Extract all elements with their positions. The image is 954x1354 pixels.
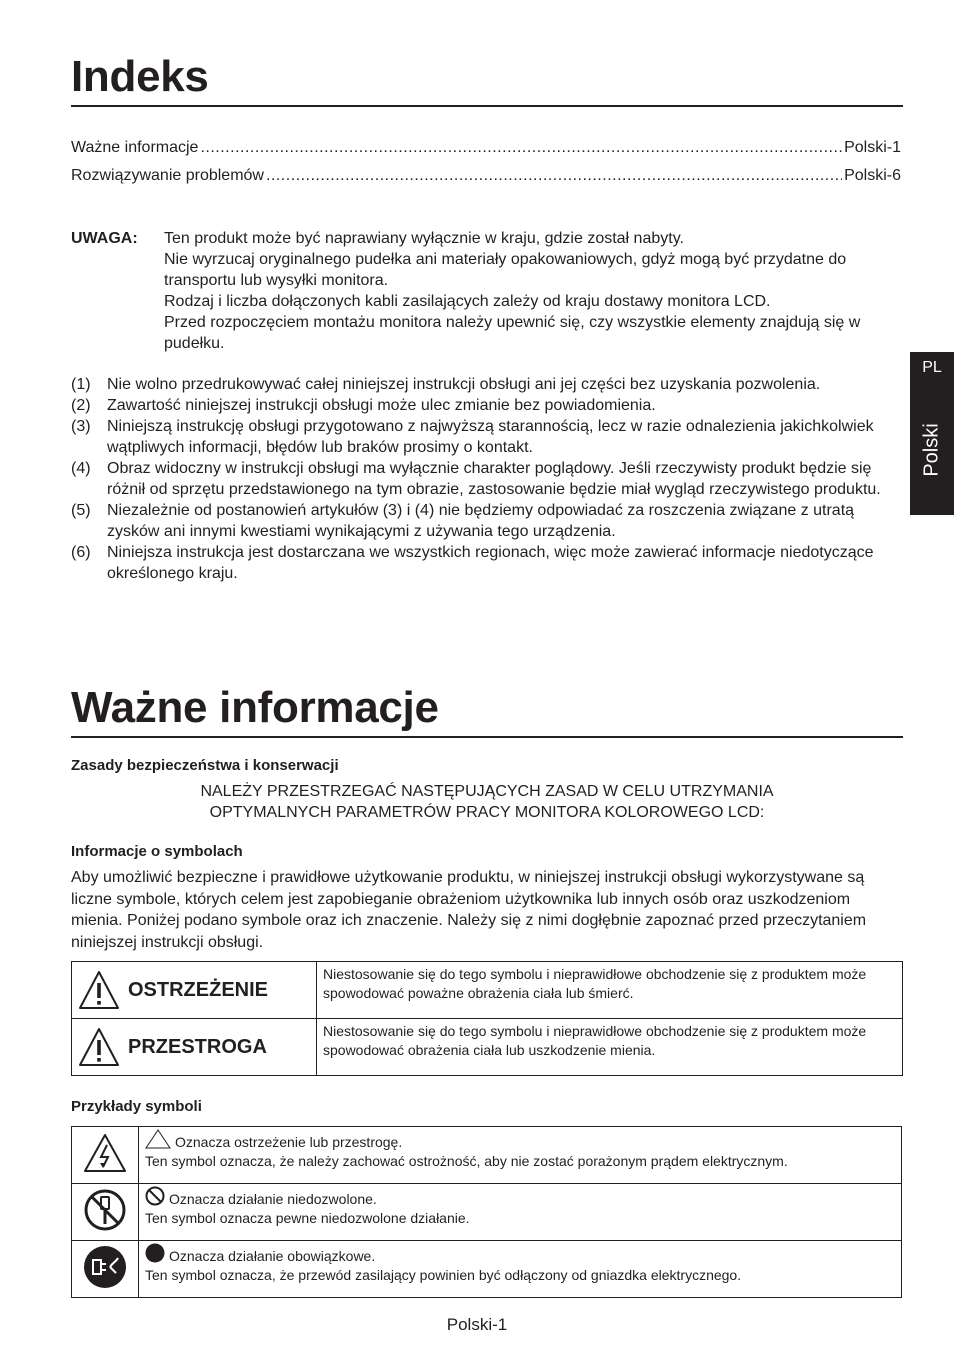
caution-triangle-icon [78, 1027, 120, 1067]
caution-label: PRZESTROGA [128, 1035, 267, 1058]
language-code: PL [922, 359, 942, 376]
list-item-number: (1) [71, 376, 91, 393]
safety-line: NALEŻY PRZESTRZEGAĆ NASTĘPUJĄCYCH ZASAD W CELU UTRZYMANIA [200, 783, 774, 800]
symbol-text: Ten symbol oznacza, że przewód zasilający powinien być odłączony od gniazdka elektrycznego. [145, 1267, 742, 1283]
index-title: Indeks [71, 55, 903, 107]
list-item-text: Obraz widoczny w instrukcji obsługi ma wyłącznie charakter poglądowy. Jeśli rzeczywisty produkt będzie się różnił od sprzętu przedstawionego na tym obrazie, zastosowanie będzie miał wygląd rzeczywistego produktu. [107, 460, 881, 498]
table-row [72, 1241, 902, 1298]
list-item [71, 542, 901, 584]
warning-label: OSTRZEŻENIE [128, 978, 269, 1001]
table-row [72, 962, 903, 1019]
list-item-number: (2) [71, 397, 91, 414]
list-item-text: Niniejszą instrukcję obsługi przygotowano z najwyższą starannością, lecz w razie odnalezienia jakichkolwiek wątpliwych informacji, błędów lub braków prosimy o kontakt. [107, 418, 874, 456]
list-item-text: Nie wolno przedrukowywać całej niniejszej instrukcji obsługi ani jej części bez uzyskania pozwolenia. [107, 376, 821, 393]
triangle-icon [145, 1129, 171, 1149]
symbol-examples-table [71, 1126, 902, 1298]
safety-line: OPTYMALNYCH PARAMETRÓW PRACY MONITORA KOLOROWEGO LCD: [209, 804, 765, 821]
symbol-text: Ten symbol oznacza pewne niedozwolone działanie. [145, 1210, 470, 1226]
symbol-title-row [145, 1243, 895, 1266]
warning-triangle-icon [78, 970, 120, 1010]
table-row [72, 1127, 902, 1184]
list-item [71, 500, 901, 542]
list-item-number: (3) [71, 418, 91, 435]
language-tab [910, 352, 954, 515]
list-item-number: (6) [71, 544, 91, 561]
mandatory-action-icon [145, 1243, 165, 1263]
symbol-title: Oznacza działanie niedozwolone. [169, 1191, 377, 1207]
warning-description: Niestosowanie się do tego symbolu i nieprawidłowe obchodzenie się z produktem może spowodować poważne obrażenia ciała lub śmierć. [317, 962, 903, 1019]
toc-leader [200, 139, 842, 157]
toc-entry[interactable] [71, 139, 901, 167]
important-info-title: Ważne informacje [71, 686, 903, 738]
table-row [72, 1184, 902, 1241]
note-block [71, 228, 901, 354]
symbol-title-row [145, 1186, 895, 1209]
toc-entry-page: Polski-6 [844, 167, 901, 184]
list-item-text: Niezależnie od postanowień artykułów (3) i (4) nie będziemy odpowiadać za roszczenia związane z utratą zysków ani innymi kwestiami wynikającymi z używania tego urządzenia. [107, 502, 855, 540]
toc-leader [266, 167, 842, 185]
note-line: Rodzaj i liczba dołączonych kabli zasilających zależy od kraju dostawy monitora LCD. [164, 293, 771, 310]
list-item-number: (5) [71, 502, 91, 519]
symbols-paragraph: Aby umożliwić bezpieczne i prawidłowe użytkowanie produktu, w niniejszej instrukcji obsługi wykorzystywane są liczne symbole, których celem jest zapobieganie obrażeniom użytkownika lub innych osób oraz uszkodzeniom mienia. Poniżej podano symbole oraz ich znaczenie. Należy się z nimi dogłębnie zapoznać przed przeczytaniem niniejszej instrukcji obsługi. [71, 869, 867, 951]
list-item-number: (4) [71, 460, 91, 477]
list-item [71, 458, 901, 500]
caution-description: Niestosowanie się do tego symbolu i nieprawidłowe obchodzenie się z produktem może spowodować obrażenia ciała lub uszkodzenie mienia. [317, 1019, 903, 1076]
symbol-title: Oznacza ostrzeżenie lub przestrogę. [175, 1134, 403, 1150]
symbol-title-row [145, 1129, 895, 1152]
note-line: Nie wyrzucaj oryginalnego pudełka ani materiały opakowaniowych, gdyż mogą być przydatne do transportu lub wysyłki monitora. [164, 251, 847, 289]
page-number: Polski-1 [446, 1315, 508, 1334]
symbol-text: Ten symbol oznacza, że należy zachować ostrożność, aby nie zostać porażonym prądem elektrycznym. [145, 1153, 788, 1169]
symbols-heading: Informacje o symbolach [71, 843, 243, 860]
list-item-text: Niniejsza instrukcja jest dostarczana we wszystkich regionach, więc może zawierać informacje niedotyczące określonego kraju. [107, 544, 874, 582]
toc-entry[interactable] [71, 167, 901, 195]
list-item [71, 374, 901, 395]
note-line: Ten produkt może być naprawiany wyłącznie w kraju, gdzie został nabyty. [164, 230, 684, 247]
toc-entry-label: Ważne informacje [71, 139, 199, 156]
numbered-list [71, 374, 901, 584]
toc-entry-page: Polski-1 [844, 139, 901, 156]
table-row [72, 1019, 903, 1076]
electric-shock-warning-icon [83, 1133, 127, 1173]
note-line: Przed rozpoczęciem montażu monitora należy upewnić się, czy wszystkie elementy znajdują się w pudełku. [164, 314, 861, 352]
list-item [71, 416, 901, 458]
prohibited-icon [145, 1186, 165, 1206]
symbol-title: Oznacza działanie obowiązkowe. [169, 1248, 376, 1264]
safety-heading: Zasady bezpieczeństwa i konserwacji [71, 757, 339, 774]
note-label: UWAGA: [71, 230, 138, 247]
table-of-contents [71, 139, 901, 195]
unplug-icon [82, 1244, 128, 1290]
prohibited-disassembly-icon [83, 1188, 127, 1232]
toc-entry-label: Rozwiązywanie problemów [71, 167, 264, 184]
examples-heading: Przykłady symboli [71, 1098, 202, 1115]
list-item-text: Zawartość niniejszej instrukcji obsługi może ulec zmianie bez powiadomienia. [107, 397, 656, 414]
warning-levels-table [71, 961, 903, 1076]
language-name: Polski [920, 423, 943, 477]
list-item [71, 395, 901, 416]
